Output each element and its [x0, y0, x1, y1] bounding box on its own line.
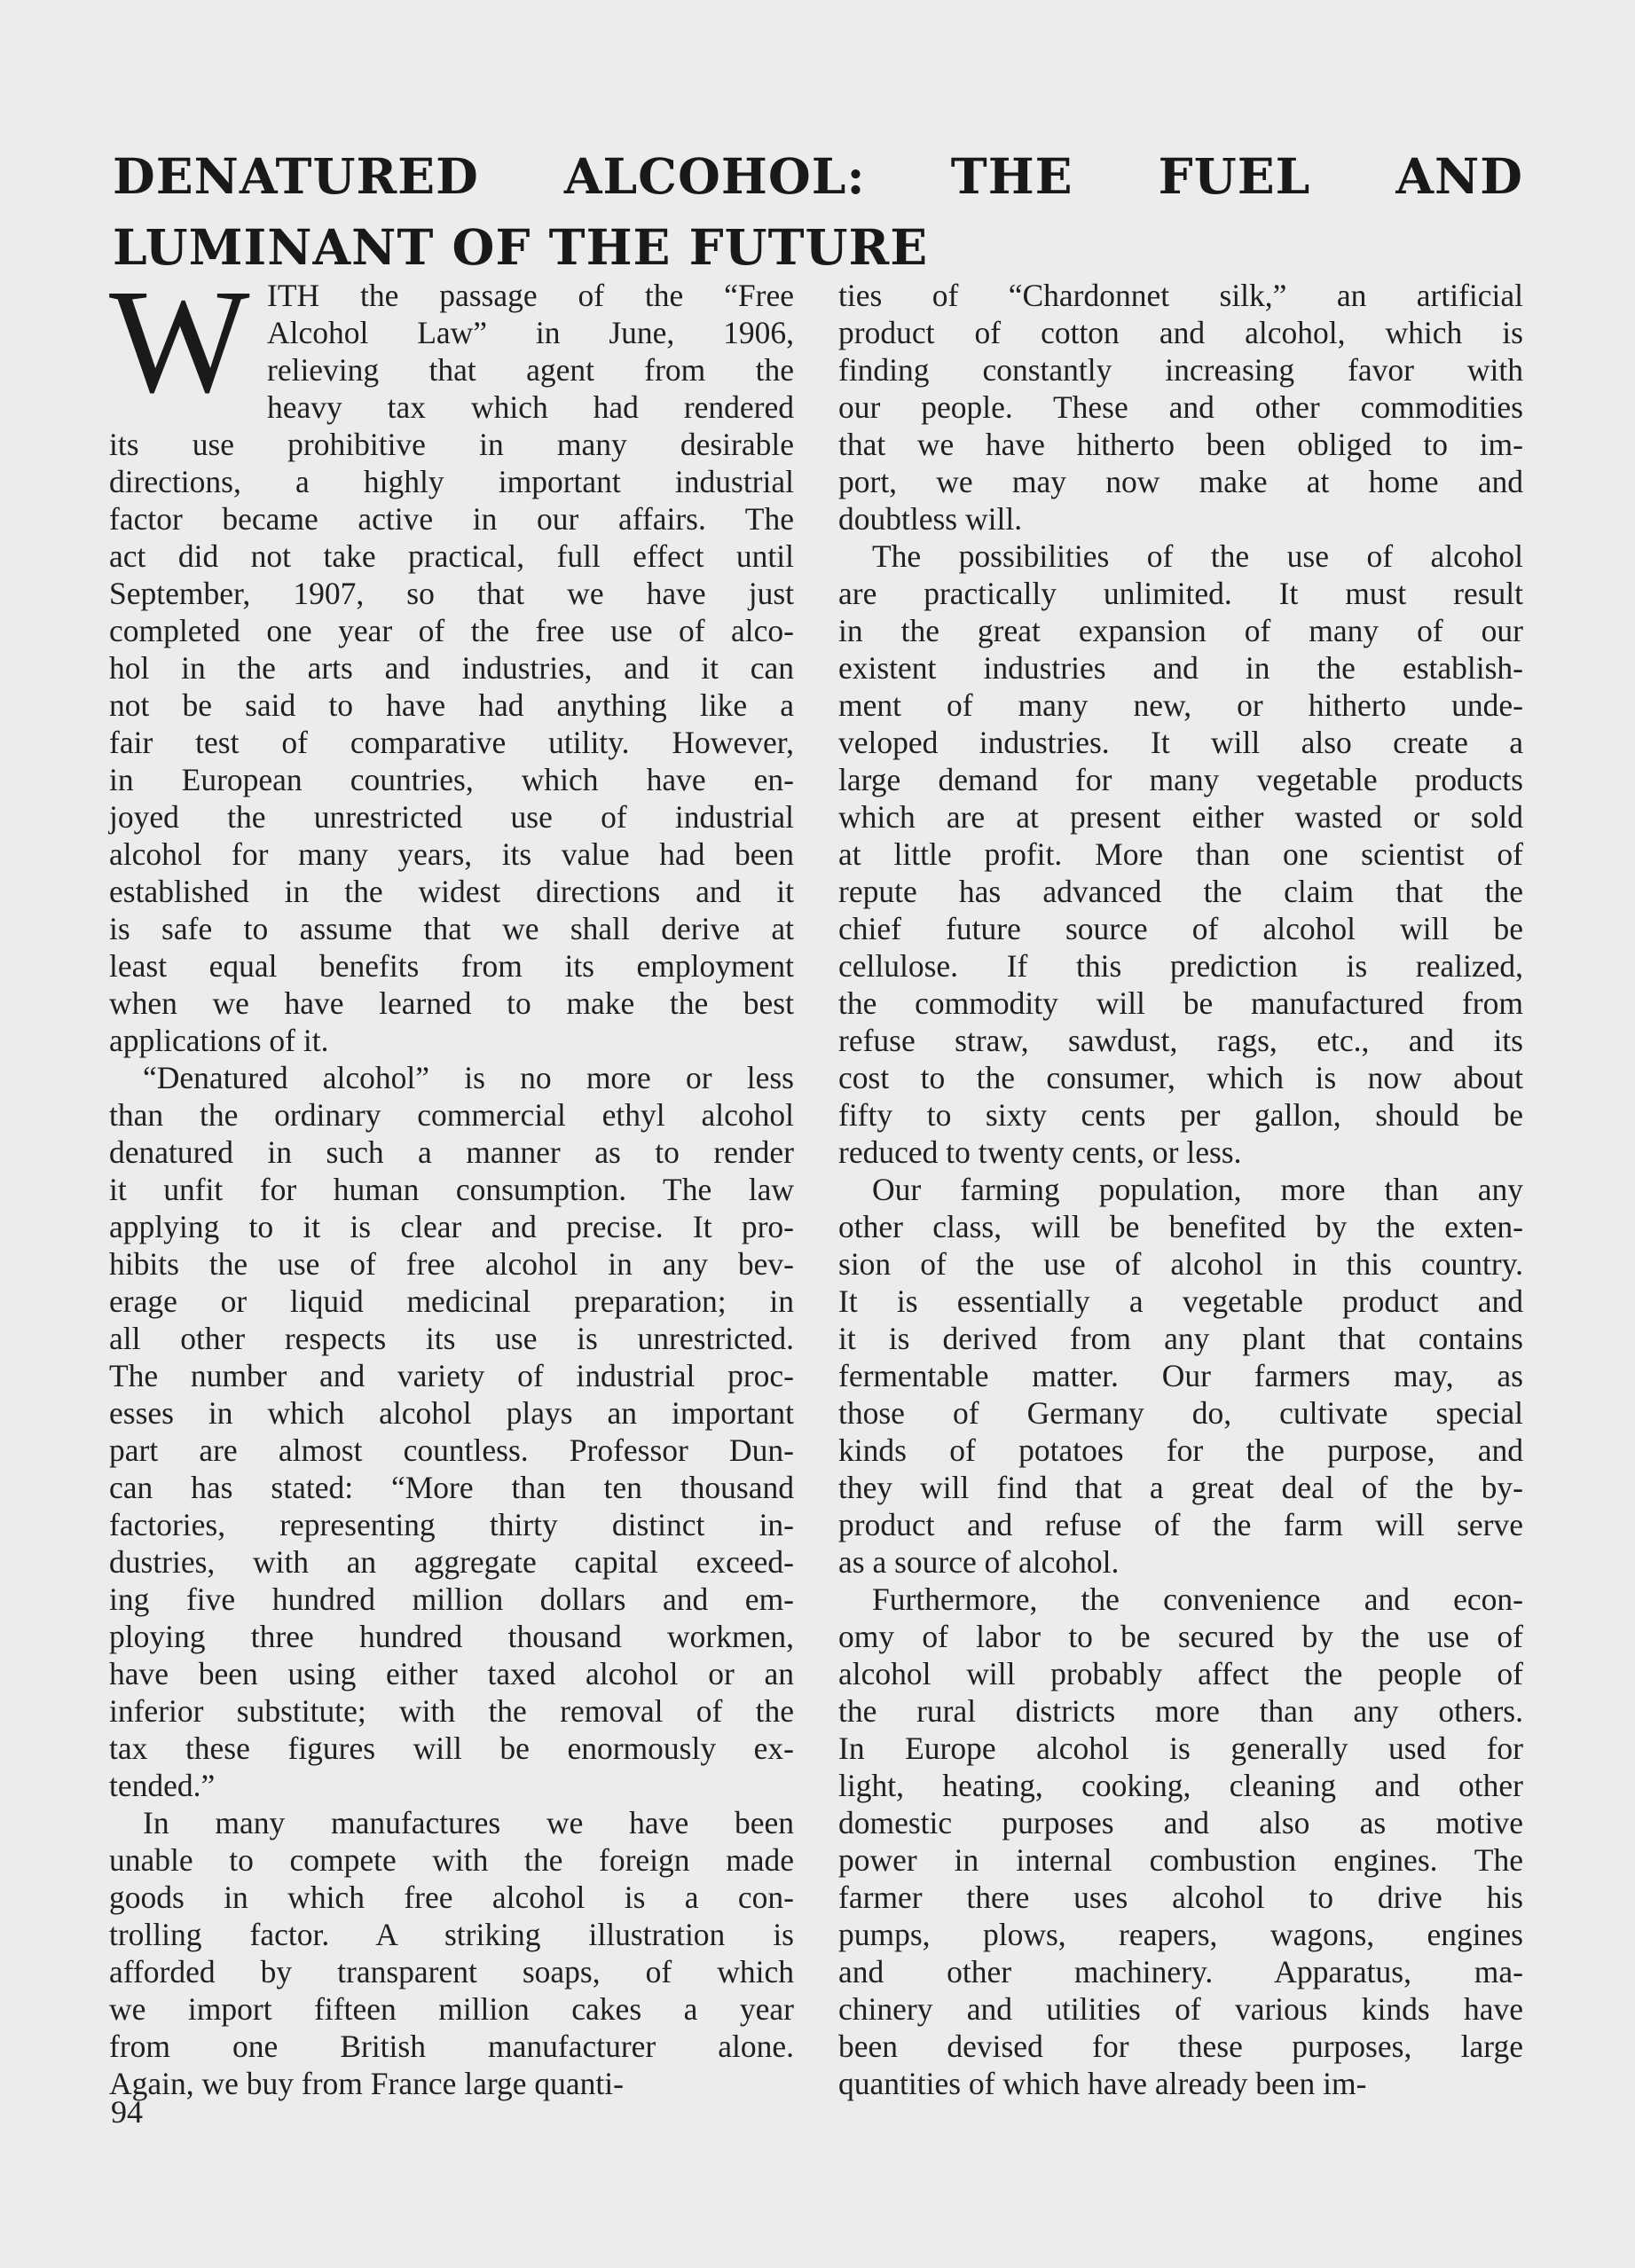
text-line: Alcohol Law” in June, 1906, — [267, 315, 794, 350]
text-line: can has stated: “More than ten thousand — [109, 1470, 794, 1505]
text-line: act did not take practical, full effect until — [109, 538, 794, 574]
text-line: cost to the consumer, which is now about — [838, 1060, 1523, 1095]
text-line: quantities of which have already been im- — [838, 2066, 1367, 2101]
text-line: esses in which alcohol plays an important — [109, 1395, 794, 1431]
text-line: than the ordinary commercial ethyl alcohol — [109, 1097, 794, 1133]
text-line: chief future source of alcohol will be — [838, 911, 1523, 946]
text-line: ment of many new, or hitherto unde- — [838, 687, 1523, 723]
text-line: inferior substitute; with the removal of the — [109, 1693, 794, 1729]
text-line: light, heating, cooking, cleaning and other — [838, 1768, 1523, 1803]
text-line: In Europe alcohol is generally used for — [838, 1730, 1523, 1766]
text-line: all other respects its use is unrestricted. — [109, 1321, 794, 1356]
text-line: been devised for these purposes, large — [838, 2029, 1523, 2064]
text-line: completed one year of the free use of alco- — [109, 613, 794, 648]
text-line: finding constantly increasing favor with — [838, 352, 1523, 388]
text-line: hol in the arts and industries, and it can — [109, 650, 794, 686]
title-line: DENATURED ALCOHOL: THE FUEL AND — [113, 146, 1523, 205]
text-line: domestic purposes and also as motive — [838, 1805, 1523, 1840]
text-line: existent industries and in the establish- — [838, 650, 1523, 686]
text-line: directions, a highly important industrial — [109, 464, 794, 499]
text-line: cellulose. If this prediction is realized, — [838, 948, 1523, 984]
text-line: Furthermore, the convenience and econ- — [872, 1581, 1523, 1617]
text-line: large demand for many vegetable products — [838, 762, 1523, 797]
text-line: ITH the passage of the “Free — [267, 278, 794, 313]
text-line: we import fifteen million cakes a year — [109, 1991, 794, 2027]
text-line: reduced to twenty cents, or less. — [838, 1134, 1242, 1170]
text-line: it is derived from any plant that contains — [838, 1321, 1523, 1356]
text-line: In many manufactures we have been — [143, 1805, 794, 1840]
text-line: is safe to assume that we shall derive at — [109, 911, 794, 946]
text-line: product of cotton and alcohol, which is — [838, 315, 1523, 350]
text-line: veloped industries. It will also create a — [838, 725, 1523, 760]
text-line: Our farming population, more than any — [872, 1172, 1523, 1207]
text-line: in European countries, which have en- — [109, 762, 794, 797]
text-line: have been using either taxed alcohol or an — [109, 1656, 794, 1691]
text-line: The number and variety of industrial proc- — [109, 1358, 794, 1393]
drop-cap: W — [109, 259, 250, 424]
text-line: alcohol for many years, its value had been — [109, 836, 794, 872]
text-line: our people. These and other commodities — [838, 389, 1523, 425]
text-line: pumps, plows, reapers, wagons, engines — [838, 1917, 1523, 1952]
text-line: ties of “Chardonnet silk,” an artificial — [838, 278, 1523, 313]
text-line: goods in which free alcohol is a con- — [109, 1880, 794, 1915]
text-line: when we have learned to make the best — [109, 985, 794, 1021]
text-line: It is essentially a vegetable product and — [838, 1283, 1523, 1319]
text-line: fifty to sixty cents per gallon, should be — [838, 1097, 1523, 1133]
text-line: tended.” — [109, 1768, 216, 1803]
text-line: ing five hundred million dollars and em- — [109, 1581, 794, 1617]
text-line: omy of labor to be secured by the use of — [838, 1619, 1523, 1654]
text-line: trolling factor. A striking illustration is — [109, 1917, 794, 1952]
text-line: “Denatured alcohol” is no more or less — [143, 1060, 794, 1095]
text-line: applying to it is clear and precise. It pro- — [109, 1209, 794, 1244]
text-line: those of Germany do, cultivate special — [838, 1395, 1523, 1431]
text-line: Again, we buy from France large quanti- — [109, 2066, 624, 2101]
text-line: fair test of comparative utility. However, — [109, 725, 794, 760]
text-line: erage or liquid medicinal preparation; in — [109, 1283, 794, 1319]
text-line: afforded by transparent soaps, of which — [109, 1954, 794, 1989]
text-line: September, 1907, so that we have just — [109, 576, 794, 611]
text-line: alcohol will probably affect the people of — [838, 1656, 1523, 1691]
text-line: factor became active in our affairs. The — [109, 501, 794, 537]
text-line: fermentable matter. Our farmers may, as — [838, 1358, 1523, 1393]
text-line: and other machinery. Apparatus, ma- — [838, 1954, 1523, 1989]
text-line: ploying three hundred thousand workmen, — [109, 1619, 794, 1654]
text-line: they will find that a great deal of the by- — [838, 1470, 1523, 1505]
text-line: established in the widest directions and it — [109, 874, 794, 909]
text-line: applications of it. — [109, 1023, 329, 1058]
text-line: not be said to have had anything like a — [109, 687, 794, 723]
text-line: power in internal combustion engines. The — [838, 1842, 1523, 1878]
text-line: chinery and utilities of various kinds have — [838, 1991, 1523, 2027]
text-line: factories, representing thirty distinct in- — [109, 1507, 794, 1542]
text-line: product and refuse of the farm will serve — [838, 1507, 1523, 1542]
text-line: at little profit. More than one scientist of — [838, 836, 1523, 872]
text-line: part are almost countless. Professor Dun- — [109, 1432, 794, 1468]
text-line: dustries, with an aggregate capital exceed- — [109, 1544, 794, 1580]
text-line: refuse straw, sawdust, rags, etc., and its — [838, 1023, 1523, 1058]
text-line: port, we may now make at home and — [838, 464, 1523, 499]
text-line: which are at present either wasted or sold — [838, 799, 1523, 835]
text-line: The possibilities of the use of alcohol — [872, 538, 1523, 574]
text-line: sion of the use of alcohol in this country. — [838, 1246, 1523, 1282]
text-line: denatured in such a manner as to render — [109, 1134, 794, 1170]
title-line: LUMINANT OF THE FUTURE — [113, 217, 929, 276]
text-line: least equal benefits from its employment — [109, 948, 794, 984]
text-line: hibits the use of free alcohol in any bev- — [109, 1246, 794, 1282]
text-line: tax these figures will be enormously ex- — [109, 1730, 794, 1766]
text-line: are practically unlimited. It must result — [838, 576, 1523, 611]
text-line: unable to compete with the foreign made — [109, 1842, 794, 1878]
text-line: kinds of potatoes for the purpose, and — [838, 1432, 1523, 1468]
article-title — [113, 141, 1523, 283]
text-line: the commodity will be manufactured from — [838, 985, 1523, 1021]
text-line: from one British manufacturer alone. — [109, 2029, 794, 2064]
right-column — [838, 277, 1523, 2102]
text-line: its use prohibitive in many desirable — [109, 427, 794, 462]
text-line: the rural districts more than any others. — [838, 1693, 1523, 1729]
text-line: in the great expansion of many of our — [838, 613, 1523, 648]
text-line: farmer there uses alcohol to drive his — [838, 1880, 1523, 1915]
text-line: it unfit for human consumption. The law — [109, 1172, 794, 1207]
text-line: joyed the unrestricted use of industrial — [109, 799, 794, 835]
left-column — [109, 259, 794, 2102]
text-line: that we have hitherto been obliged to im- — [838, 427, 1523, 462]
text-line: relieving that agent from the — [267, 352, 794, 388]
text-line: other class, will be benefited by the exten- — [838, 1209, 1523, 1244]
text-line: repute has advanced the claim that the — [838, 874, 1523, 909]
text-line: as a source of alcohol. — [838, 1544, 1120, 1580]
page-number: 94 — [111, 2094, 143, 2130]
text-line: doubtless will. — [838, 501, 1023, 537]
text-line: heavy tax which had rendered — [267, 389, 794, 425]
